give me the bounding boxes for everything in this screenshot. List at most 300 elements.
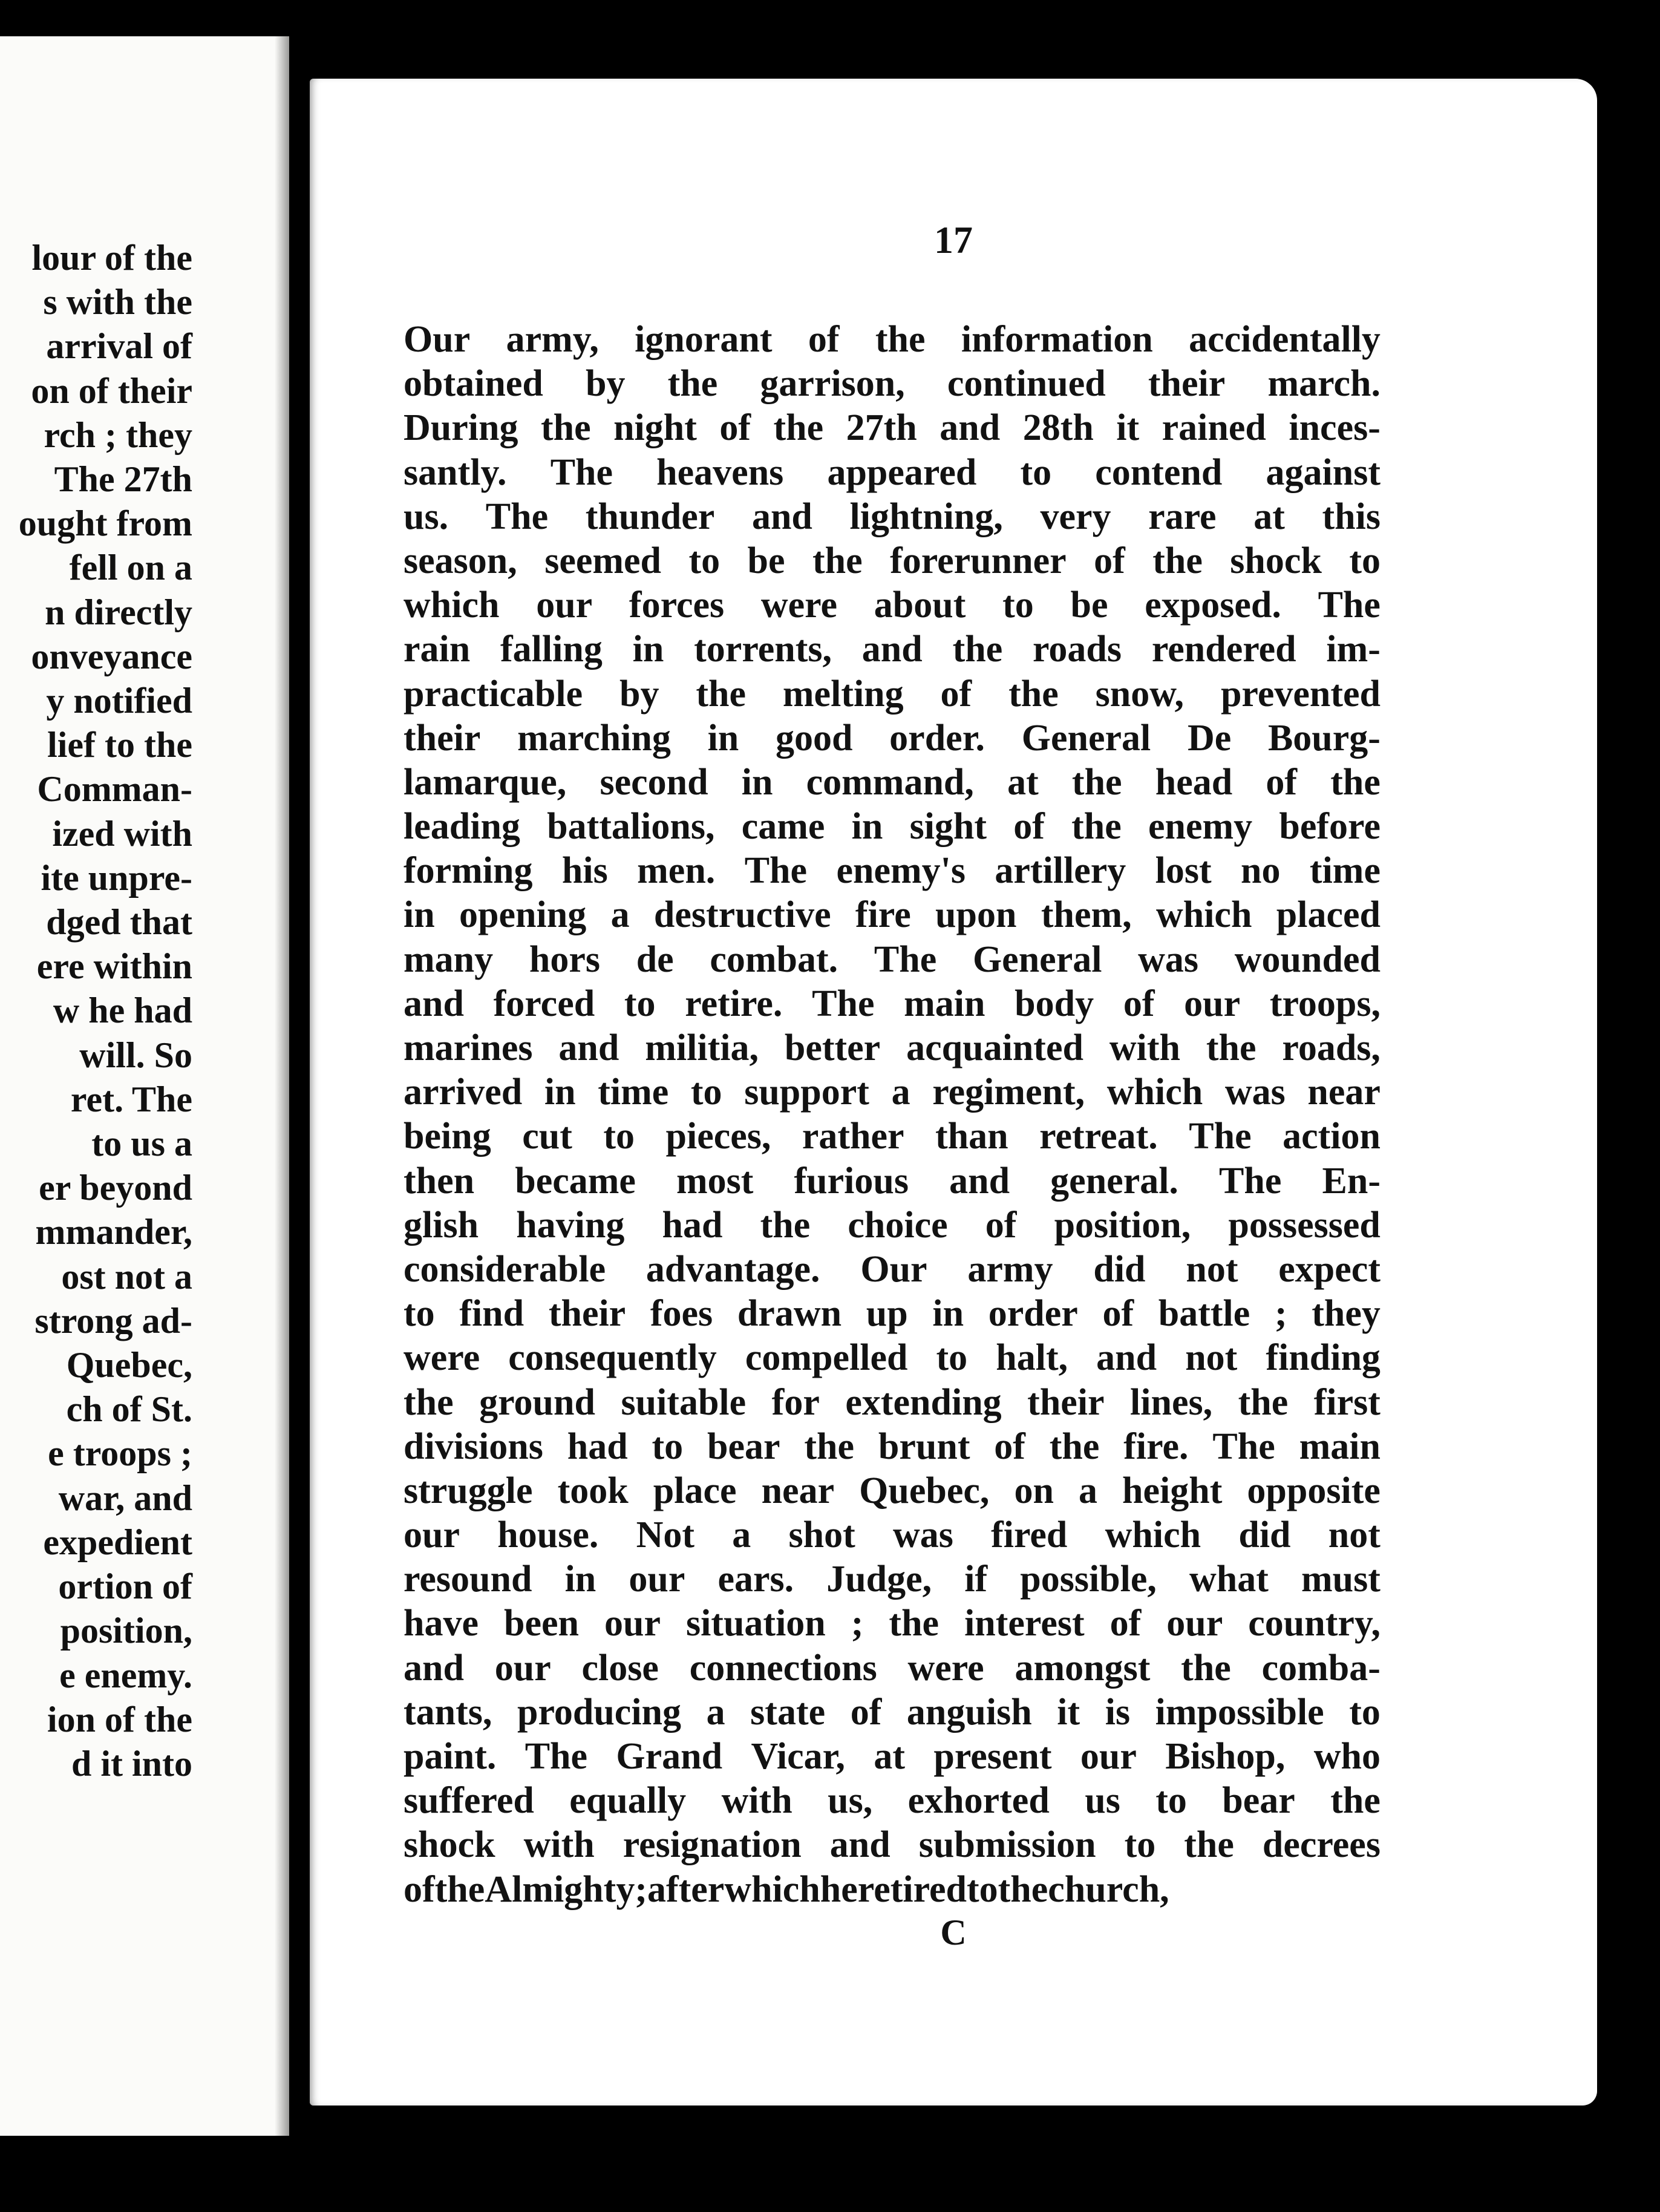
left-text-line: strong ad-	[34, 1300, 192, 1341]
word: must	[1301, 1559, 1381, 1600]
word: pieces,	[665, 1116, 771, 1157]
word: artillery	[995, 850, 1126, 892]
word: our	[404, 1514, 460, 1556]
word: practicable	[404, 673, 583, 715]
text-line	[404, 1203, 1381, 1248]
word: the	[1330, 761, 1381, 803]
left-text-line: d it into	[71, 1743, 192, 1784]
word: forming	[404, 850, 533, 892]
word: santly.	[404, 451, 507, 493]
text-line	[404, 583, 1381, 627]
word: the	[773, 407, 824, 449]
left-text-line: ortion of	[58, 1566, 192, 1607]
word: of	[1013, 806, 1045, 848]
word: thunder	[585, 496, 715, 537]
word: roads	[1033, 629, 1122, 670]
word: in	[741, 761, 773, 803]
word: up	[866, 1293, 908, 1335]
word: The	[524, 1736, 588, 1777]
word: foes	[650, 1293, 713, 1335]
word: order.	[889, 717, 985, 759]
word: of	[719, 407, 751, 449]
word: the	[667, 363, 718, 405]
word: to	[966, 1868, 998, 1910]
word: being	[404, 1116, 491, 1157]
text-line	[404, 1646, 1381, 1690]
word: im-	[1326, 629, 1381, 670]
word: finding	[1266, 1337, 1381, 1379]
word: near	[761, 1470, 835, 1511]
word: the	[1071, 761, 1122, 803]
word: to	[1155, 1780, 1187, 1822]
word: amongst	[1015, 1647, 1151, 1689]
word: their	[1148, 363, 1226, 405]
gutter-shadow	[275, 36, 289, 2136]
word: the	[804, 1425, 855, 1467]
word: De	[1187, 717, 1232, 759]
word: then	[404, 1160, 475, 1202]
word: and	[751, 496, 812, 537]
word: been	[503, 1603, 579, 1644]
word: information	[961, 319, 1153, 360]
word: no	[1241, 850, 1281, 892]
word: be	[747, 540, 785, 581]
word: many	[404, 938, 494, 980]
word: halt,	[996, 1337, 1068, 1379]
left-page	[0, 36, 289, 2136]
text-line	[404, 1026, 1381, 1070]
word: Not	[636, 1514, 694, 1556]
word: seemed	[544, 540, 662, 581]
word: The	[874, 938, 937, 980]
word: what	[1189, 1559, 1269, 1600]
word: with	[523, 1824, 595, 1866]
left-text-line: war, and	[58, 1477, 192, 1518]
word: The	[1189, 1116, 1252, 1157]
word: prevented	[1220, 673, 1381, 715]
word: season,	[404, 540, 517, 581]
word: near	[1307, 1072, 1381, 1113]
word: to	[1349, 1691, 1381, 1733]
left-text-line: Comman-	[37, 769, 192, 810]
word: became	[515, 1160, 636, 1202]
word: the	[1071, 806, 1122, 848]
word: the	[812, 540, 863, 581]
word: compelled	[745, 1337, 908, 1379]
word: anguish	[906, 1691, 1032, 1733]
word: Bourg-	[1267, 717, 1381, 759]
word: shot	[788, 1514, 855, 1556]
word: interest	[964, 1603, 1085, 1644]
word: to	[690, 1072, 722, 1113]
word: the	[1238, 1381, 1289, 1423]
word: ;	[851, 1603, 864, 1644]
word: and	[939, 407, 1001, 449]
word: Judge,	[826, 1559, 932, 1600]
word: at	[1253, 496, 1285, 537]
word: of	[1102, 1293, 1134, 1335]
word: continued	[947, 363, 1106, 405]
word: our	[494, 1647, 551, 1689]
word: enemy	[1148, 806, 1253, 848]
left-text-line: Quebec,	[66, 1345, 192, 1386]
word: Grand	[616, 1736, 723, 1777]
word: the	[1184, 1824, 1234, 1866]
word: general.	[1050, 1160, 1178, 1202]
word: fired	[991, 1514, 1068, 1556]
word: tants,	[404, 1691, 492, 1733]
word: 27th	[846, 407, 917, 449]
left-page-text	[19, 236, 192, 1786]
word: wounded	[1234, 938, 1381, 980]
word: combat.	[710, 938, 838, 980]
word: battle	[1158, 1293, 1250, 1335]
word: snow,	[1095, 673, 1185, 715]
text-line	[404, 451, 1381, 495]
word: house.	[497, 1514, 599, 1556]
word: the	[1152, 540, 1203, 581]
word: The	[1219, 1160, 1282, 1202]
word: of	[404, 1868, 435, 1910]
word: this	[1322, 496, 1381, 537]
left-text-line: to us a	[91, 1124, 192, 1164]
word: us	[1085, 1780, 1120, 1822]
word: fire	[855, 894, 911, 936]
word: retired	[857, 1868, 967, 1910]
word: falling	[500, 629, 603, 670]
left-text-line: onveyance	[31, 636, 192, 676]
left-text-line: position,	[60, 1611, 192, 1651]
word: to	[1002, 584, 1034, 626]
left-text-line: er beyond	[39, 1168, 192, 1208]
word: upon	[935, 894, 1017, 936]
word: by	[619, 673, 659, 715]
word: submission	[918, 1824, 1096, 1866]
text-line	[404, 938, 1381, 982]
word: the	[1008, 673, 1059, 715]
word: exhorted	[907, 1780, 1050, 1822]
word: Bishop,	[1165, 1736, 1286, 1777]
word: the	[1049, 1425, 1100, 1467]
word: resound	[404, 1559, 532, 1600]
word: acquainted	[906, 1027, 1083, 1068]
word: not	[1185, 1337, 1238, 1379]
text-line	[404, 805, 1381, 849]
word: En-	[1322, 1160, 1381, 1202]
text-line	[404, 1557, 1381, 1602]
word: regiment,	[932, 1072, 1085, 1113]
word: which	[1106, 1072, 1203, 1113]
text-line	[404, 761, 1381, 805]
word: rare	[1148, 496, 1217, 537]
word: were	[907, 1647, 984, 1689]
word: forerunner	[890, 540, 1067, 581]
word: them,	[1041, 894, 1132, 936]
left-text-line: dged that	[46, 902, 192, 943]
word: bear	[707, 1425, 780, 1467]
word: at	[874, 1736, 905, 1777]
word: of	[940, 673, 972, 715]
text-line	[404, 672, 1381, 716]
word: close	[581, 1647, 659, 1689]
left-text-line: ion of the	[47, 1699, 192, 1739]
word: ears.	[717, 1559, 794, 1600]
right-page	[310, 79, 1597, 2106]
text-line	[404, 1690, 1381, 1735]
word: of	[1123, 983, 1155, 1024]
word: with	[1109, 1027, 1180, 1068]
word: lamarque,	[404, 761, 567, 803]
text-line	[404, 406, 1381, 450]
text-line	[404, 1381, 1381, 1425]
word: were	[404, 1337, 480, 1379]
word: hors	[529, 938, 600, 980]
word: had	[567, 1425, 628, 1467]
text-line	[404, 982, 1381, 1026]
word: drawn	[737, 1293, 842, 1335]
word: present	[933, 1736, 1052, 1777]
word: ignorant	[635, 319, 773, 360]
word: brunt	[878, 1425, 970, 1467]
word: in	[632, 629, 664, 670]
word: sight	[909, 806, 987, 848]
word: possible,	[1020, 1559, 1157, 1600]
word: night	[613, 407, 697, 449]
word: with	[721, 1780, 792, 1822]
word: time	[1309, 850, 1381, 892]
word: The	[744, 850, 808, 892]
word: and	[558, 1027, 619, 1068]
word: state	[750, 1691, 826, 1733]
word: roads,	[1282, 1027, 1381, 1068]
word: had	[662, 1204, 723, 1246]
text-line	[404, 1336, 1381, 1380]
word: rendered	[1151, 629, 1296, 670]
word: The	[1318, 584, 1381, 626]
left-text-line: expedient	[43, 1522, 192, 1562]
word: ;	[635, 1868, 647, 1910]
word: retire.	[685, 983, 783, 1024]
word: de	[636, 938, 674, 980]
word: order	[988, 1293, 1078, 1335]
word: struggle	[404, 1470, 533, 1511]
word: not	[1186, 1248, 1238, 1290]
word: came	[741, 806, 825, 848]
word: us,	[828, 1780, 873, 1822]
word: before	[1279, 806, 1381, 848]
word: militia,	[645, 1027, 759, 1068]
word: their	[404, 717, 481, 759]
word: was	[1138, 938, 1199, 980]
word: army	[967, 1248, 1053, 1290]
word: height	[1122, 1470, 1223, 1511]
word: he	[820, 1868, 858, 1910]
left-text-line: ite unpre-	[41, 857, 192, 898]
word: connections	[689, 1647, 877, 1689]
word: During	[404, 407, 518, 449]
word: in	[707, 717, 739, 759]
word: march.	[1267, 363, 1381, 405]
signature-mark: C	[940, 1913, 967, 1952]
word: marching	[517, 717, 671, 759]
word: good	[775, 717, 853, 759]
word: for	[771, 1381, 820, 1423]
word: and	[829, 1824, 890, 1866]
word: to	[1020, 451, 1052, 493]
word: body	[1015, 983, 1094, 1024]
word: appeared	[827, 451, 977, 493]
word: 28th	[1022, 407, 1094, 449]
word: extending	[845, 1381, 1002, 1423]
word: ground	[479, 1381, 595, 1423]
word: very	[1040, 496, 1111, 537]
word: about	[874, 584, 966, 626]
text-line	[404, 1114, 1381, 1159]
word: in	[932, 1293, 964, 1335]
word: men.	[637, 850, 716, 892]
word: support	[744, 1072, 869, 1113]
word: the	[1206, 1027, 1256, 1068]
word: furious	[794, 1160, 909, 1202]
text-line	[404, 849, 1381, 893]
word: to	[688, 540, 721, 581]
word: exposed.	[1145, 584, 1281, 626]
left-text-line: e enemy.	[59, 1655, 192, 1695]
word: bear	[1222, 1780, 1295, 1822]
word: paint.	[404, 1736, 497, 1777]
word: is	[1105, 1691, 1131, 1733]
word: after	[647, 1868, 725, 1910]
word: of	[985, 1204, 1017, 1246]
word: the	[875, 319, 926, 360]
word: having	[516, 1204, 625, 1246]
text-line	[404, 1469, 1381, 1513]
word: action	[1283, 1116, 1381, 1157]
text-line	[404, 627, 1381, 672]
left-text-line: lief to the	[47, 725, 192, 765]
word: first	[1313, 1381, 1381, 1423]
text-line	[404, 539, 1381, 583]
word: of	[850, 1691, 882, 1733]
text-line	[404, 716, 1381, 761]
word: main	[1299, 1425, 1381, 1467]
word: rain	[404, 629, 471, 670]
word: to	[603, 1116, 635, 1157]
word: if	[964, 1559, 988, 1600]
word: inces-	[1289, 407, 1381, 449]
word: enemy's	[836, 850, 966, 892]
text-line	[404, 1735, 1381, 1779]
word: our	[604, 1603, 661, 1644]
word: us.	[404, 496, 449, 537]
word: glish	[404, 1204, 479, 1246]
left-text-line: ought from	[18, 503, 192, 544]
word: to	[652, 1425, 684, 1467]
word: a	[891, 1072, 910, 1113]
word: head	[1155, 761, 1233, 803]
word: was	[892, 1514, 953, 1556]
word: forced	[493, 983, 595, 1024]
word: a	[1078, 1470, 1097, 1511]
word: leading	[404, 806, 520, 848]
word: possessed	[1228, 1204, 1381, 1246]
left-text-line: rch ; they	[44, 414, 192, 455]
word: the	[540, 407, 591, 449]
word: position,	[1054, 1204, 1191, 1246]
text-line	[404, 1513, 1381, 1557]
word: Our	[404, 319, 471, 360]
word: choice	[848, 1204, 948, 1246]
word: opposite	[1247, 1470, 1381, 1511]
left-text-line: ost not a	[61, 1256, 192, 1297]
text-line	[404, 1292, 1381, 1336]
word: the	[760, 1204, 811, 1246]
word: by	[585, 363, 626, 405]
word: than	[935, 1116, 1008, 1157]
page-number: 17	[934, 218, 973, 261]
word: against	[1266, 451, 1381, 493]
text-line	[404, 1159, 1381, 1203]
word: which	[1105, 1514, 1201, 1556]
word: accidentally	[1189, 319, 1381, 360]
word: fire.	[1123, 1425, 1189, 1467]
word: on	[1014, 1470, 1054, 1511]
text-line	[404, 318, 1381, 362]
word: garrison,	[760, 363, 905, 405]
left-text-line: on of their	[31, 370, 192, 411]
word: of	[994, 1425, 1025, 1467]
word: to	[1349, 540, 1381, 581]
word: to	[1124, 1824, 1156, 1866]
word: destructive	[653, 894, 831, 936]
word: have	[404, 1603, 479, 1644]
word: The	[550, 451, 613, 493]
word: consequently	[508, 1337, 717, 1379]
word: and	[949, 1160, 1010, 1202]
word: lightning,	[849, 496, 1003, 537]
text-line	[404, 495, 1381, 539]
word: not	[1328, 1514, 1381, 1556]
word: of	[1266, 761, 1298, 803]
left-text-line: n directly	[45, 592, 192, 632]
word: their	[548, 1293, 626, 1335]
word: retreat.	[1039, 1116, 1158, 1157]
word: and	[861, 629, 923, 670]
word: in	[564, 1559, 596, 1600]
word: battalions,	[547, 806, 715, 848]
word: advantage.	[645, 1248, 820, 1290]
word: was	[1224, 1072, 1286, 1113]
left-text-line: will. So	[79, 1035, 192, 1075]
word: placed	[1276, 894, 1381, 936]
word: of	[1109, 1603, 1142, 1644]
left-text-line: e troops ;	[48, 1433, 192, 1474]
word: the	[696, 673, 747, 715]
word: producing	[517, 1691, 682, 1733]
word: cut	[522, 1116, 572, 1157]
word: to	[404, 1293, 435, 1335]
left-text-line: s with the	[43, 282, 192, 322]
word: the	[998, 1868, 1048, 1910]
word: General	[1021, 717, 1151, 759]
word: the	[1181, 1647, 1231, 1689]
word: the	[889, 1603, 939, 1644]
word: command,	[806, 761, 974, 803]
word: better	[784, 1027, 881, 1068]
word: of	[1094, 540, 1125, 581]
word: heavens	[656, 451, 784, 493]
word: our	[1184, 983, 1241, 1024]
